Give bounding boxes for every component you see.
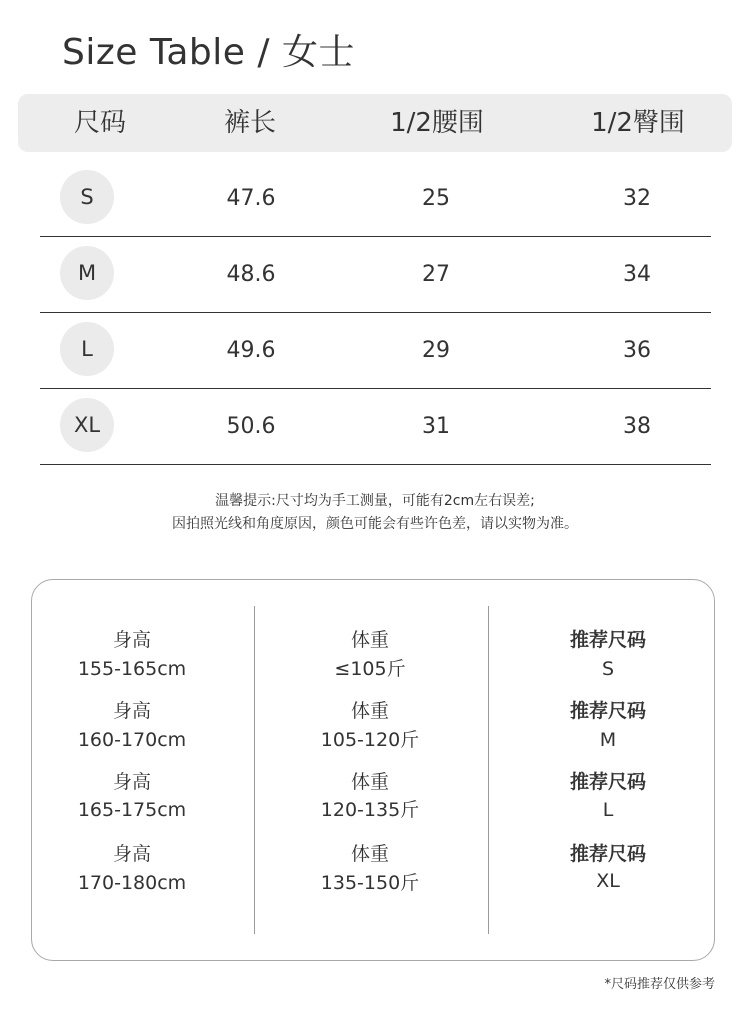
weight-value: 120-135斤	[320, 799, 420, 821]
height-label: 身高	[112, 771, 151, 793]
weight-label: 体重	[350, 771, 389, 793]
column-divider	[254, 606, 255, 934]
hip-cell: 38	[623, 414, 651, 439]
measurement-note: 温馨提示:尺寸均为手工测量，可能有2cm左右误差;	[215, 493, 535, 509]
height-value: 155-165cm	[77, 658, 187, 680]
height-value: 165-175cm	[77, 799, 187, 821]
size-badge: XL	[60, 398, 114, 452]
height-label: 身高	[112, 629, 151, 651]
weight-value: 135-150斤	[320, 872, 420, 894]
size-recommendation-card	[31, 579, 715, 961]
size-label: 推荐尺码	[569, 771, 646, 793]
height-value: 160-170cm	[77, 729, 187, 751]
size-badge: L	[60, 322, 114, 376]
height-value: 170-180cm	[77, 872, 187, 894]
size-label: 推荐尺码	[569, 700, 646, 722]
height-label: 身高	[112, 843, 151, 865]
weight-label: 体重	[350, 700, 389, 722]
weight-label: 体重	[350, 843, 389, 865]
table-row	[40, 312, 711, 389]
length-cell: 50.6	[226, 414, 276, 439]
weight-label: 体重	[350, 629, 389, 651]
waist-cell: 25	[422, 186, 450, 211]
height-label: 身高	[112, 700, 151, 722]
size-badge: M	[60, 246, 114, 300]
size-value: M	[599, 729, 617, 751]
waist-cell: 31	[422, 414, 450, 439]
color-note: 因拍照光线和角度原因，颜色可能会有些许色差，请以实物为准。	[172, 516, 578, 532]
hip-cell: 34	[623, 262, 651, 287]
page-title: Size Table / 女士	[62, 32, 355, 73]
length-cell: 48.6	[226, 262, 276, 287]
waist-cell: 29	[422, 338, 450, 363]
header-length: 裤长	[223, 108, 276, 138]
header-hip: 1/2臀围	[591, 108, 685, 138]
size-label: 推荐尺码	[569, 629, 646, 651]
table-row	[40, 236, 711, 313]
size-badge: S	[60, 170, 114, 224]
size-value: XL	[596, 870, 620, 892]
size-label: 推荐尺码	[569, 843, 646, 865]
table-row	[40, 388, 711, 465]
length-cell: 47.6	[226, 186, 276, 211]
waist-cell: 27	[422, 262, 450, 287]
size-value: L	[602, 799, 614, 821]
length-cell: 49.6	[226, 338, 276, 363]
column-divider	[488, 606, 489, 934]
weight-value: ≤105斤	[334, 658, 406, 680]
header-size: 尺码	[73, 108, 126, 138]
header-waist: 1/2腰围	[390, 108, 484, 138]
weight-value: 105-120斤	[320, 729, 420, 751]
table-header	[18, 94, 732, 152]
hip-cell: 32	[623, 186, 651, 211]
recommendation-disclaimer: *尺码推荐仅供参考	[604, 977, 715, 992]
hip-cell: 36	[623, 338, 651, 363]
table-row	[40, 160, 711, 237]
size-value: S	[601, 658, 615, 680]
